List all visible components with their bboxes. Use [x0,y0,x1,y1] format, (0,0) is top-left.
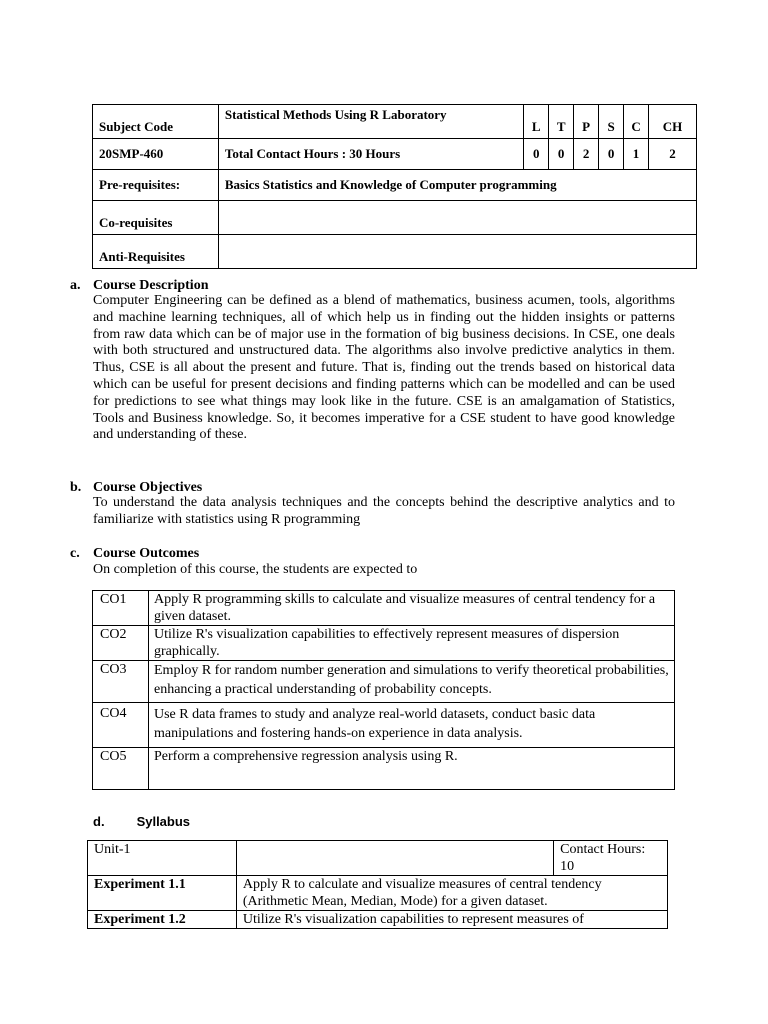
section-heading: Syllabus [136,814,191,829]
ltp-value-ch: 2 [649,139,697,170]
table-row [88,876,668,911]
section-letter: b. [70,480,82,495]
unit-label: Unit-1 [88,841,237,876]
ltp-header-l: L [524,105,549,139]
course-header-table [92,104,697,269]
total-contact-hours: Total Contact Hours : 30 Hours [218,139,523,170]
ltp-header-p: P [574,105,599,139]
course-outcomes-intro: On completion of this course, the students are expected to [93,562,418,577]
prereq-label: Pre-requisites: [93,170,219,201]
section-heading: Course Description [93,278,209,293]
ltp-value-l: 0 [524,139,549,170]
section-heading: Course Objectives [93,480,203,495]
table-row [88,911,668,929]
coreq-label: Co-requisites [93,201,219,235]
outcome-code: CO5 [93,748,149,790]
header-row-code [93,139,697,170]
table-row [93,703,675,748]
outcome-code: CO2 [93,626,149,661]
course-title: Statistical Methods Using R Laboratory [218,105,523,139]
subject-code-label: Subject Code [93,105,219,139]
ltp-header-s: S [599,105,624,139]
table-row [93,748,675,790]
experiment-text: Utilize R's visualization capabilities to represent measures of [236,911,667,929]
outcome-text: Use R data frames to study and analyze real-world datasets, conduct basic data manipulations and fostering hands-on experience in data analysis. [149,703,675,748]
subject-code-value: 20SMP-460 [93,139,219,170]
header-row-coreq [93,201,697,235]
section-heading: Course Outcomes [93,546,200,561]
course-outcomes-table [92,590,675,790]
unit-blank [236,841,553,876]
outcome-code: CO3 [93,661,149,703]
table-row [93,626,675,661]
section-letter: a. [70,278,81,293]
course-description-text: Computer Engineering can be defined as a blend of mathematics, business acumen, tools, algorithms and machine learning techniques, all of which help us in finding out the hidden insights or patterns from raw data which can be of major use in the formation of big business decisions. In CSE, one deals with both structured and unstructured data. The algorithms also involve predictive analytics in them. Thus, CSE is all about the present and future. That is, finding out the trends based on historical data which can be useful for present decisions and finding patterns which can be modelled and can be used for predictions to see what things may look like in the future. CSE is an amalgamation of Statistics, Tools and Business knowledge. So, it becomes imperative for a CSE student to have good knowledge and understanding of these. [93,293,675,443]
outcome-text: Apply R programming skills to calculate and visualize measures of central tendency for a given dataset. [149,591,675,626]
section-letter: d. [93,814,105,829]
ltp-header-t: T [549,105,574,139]
experiment-text: Apply R to calculate and visualize measures of central tendency (Arithmetic Mean, Median, Mode) for a given dataset. [236,876,667,911]
table-row [93,661,675,703]
outcome-code: CO4 [93,703,149,748]
antireq-label: Anti-Requisites [93,235,219,269]
header-row-title [93,105,697,139]
outcome-text: Perform a comprehensive regression analysis using R. [149,748,675,790]
ltp-header-ch: CH [649,105,697,139]
experiment-name: Experiment 1.2 [88,911,237,929]
header-row-antireq [93,235,697,269]
unit-contact-hours: Contact Hours: 10 [554,841,668,876]
section-letter: c. [70,546,80,561]
section-syllabus [93,814,190,829]
table-row [88,841,668,876]
outcome-text: Utilize R's visualization capabilities to effectively represent measures of dispersion graphically. [149,626,675,661]
ltp-header-c: C [624,105,649,139]
table-row [93,591,675,626]
ltp-value-t: 0 [549,139,574,170]
syllabus-table [87,840,668,929]
header-row-prereq [93,170,697,201]
antireq-value [218,235,696,269]
experiment-name: Experiment 1.1 [88,876,237,911]
ltp-value-c: 1 [624,139,649,170]
course-objectives-text: To understand the data analysis techniques and the concepts behind the descriptive analytics and to familiarize with statistics using R programming [93,495,675,527]
coreq-value [218,201,696,235]
outcome-text: Employ R for random number generation and simulations to verify theoretical probabilities, enhancing a practical understanding of probability concepts. [149,661,675,703]
outcome-code: CO1 [93,591,149,626]
prereq-value: Basics Statistics and Knowledge of Computer programming [218,170,696,201]
ltp-value-p: 2 [574,139,599,170]
ltp-value-s: 0 [599,139,624,170]
